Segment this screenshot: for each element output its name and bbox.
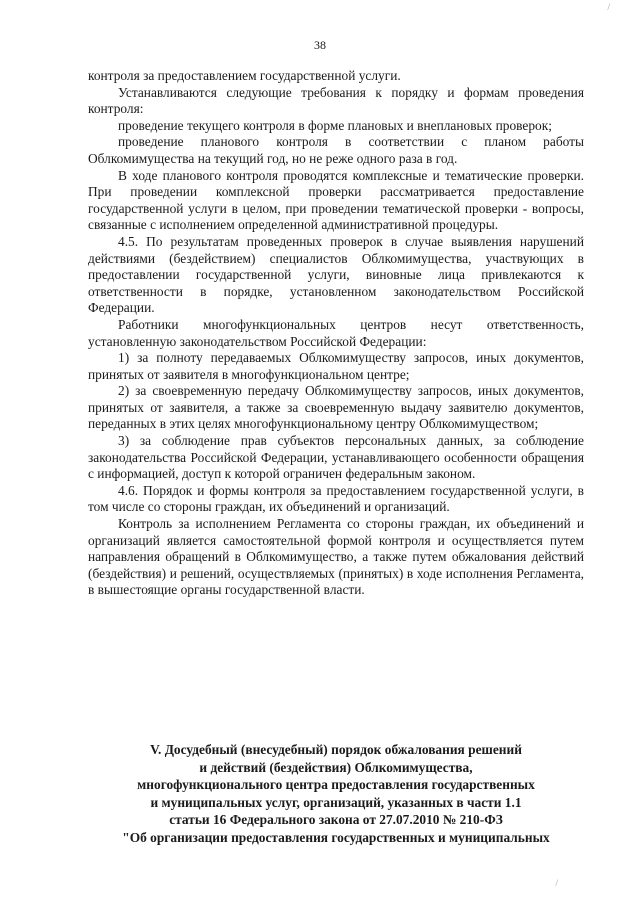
heading-line: и муниципальных услуг, организаций, указанных в части 1.1 (150, 794, 522, 810)
paragraph: В ходе планового контроля проводятся комплексные и тематические проверки. При проведении комплексной проверки рассматривается предоставление государственной услуги в целом, при проведении тематической проверки - вопросы, связанные с исполнением определенной административной процедуры. (88, 167, 584, 233)
paragraph: 4.5. По результатам проведенных проверок в случае выявления нарушений действиями (бездействием) специалистов Облкомимущества, участвующих в предоставлении государственной услуги, виновные лица привлекаются к ответственности в порядке, установленном законодательством Российской Федерации. (88, 233, 584, 316)
list-item: 3) за соблюдение прав субъектов персональных данных, за соблюдение законодательства Российской Федерации, устанавливающего особенности обращения с информацией, доступ к которой ограничен федеральным законом. (88, 433, 584, 482)
list-item: 1) за полноту передаваемых Облкомимуществу запросов, иных документов, принятых от заявителя в многофункциональном центре; (88, 350, 584, 382)
heading-line: статьи 16 Федерального закона от 27.07.2010 № 210-ФЗ (169, 812, 503, 827)
margin-mark: / (607, 2, 610, 12)
section-heading (80, 741, 592, 846)
paragraph: проведение текущего контроля в форме плановых и внеплановых проверок; (118, 117, 552, 133)
heading-line: многофункционального центра предоставления государственных (137, 777, 535, 792)
list-item: 2) за своевременную передачу Облкомимуществу запросов, иных документов, принятых от заявителя, а также за своевременную выдачу заявителю документов, переданных в этих целях многофункциональному центру Облкомимуществом; (88, 383, 584, 432)
margin-mark: / (555, 878, 558, 888)
heading-line: V. Досудебный (внесудебный) порядок обжалования решений (150, 742, 522, 757)
body-text (88, 68, 584, 599)
heading-line: и действий (бездействия) Облкомимущества, (199, 759, 473, 775)
paragraph: проведение планового контроля в соответствии с планом работы Облкомимущества на текущий год, но не реже одного раза в год. (88, 134, 584, 166)
paragraph: Устанавливаются следующие требования к порядку и формам проведения контроля: (88, 84, 584, 117)
paragraph: 4.6. Порядок и формы контроля за предоставлением государственной услуги, в том числе со стороны граждан, их объединений и организаций. (88, 482, 584, 515)
page-number: 38 (314, 38, 326, 52)
heading-line: "Об организации предоставления государственных и муниципальных (122, 829, 550, 845)
paragraph: контроля за предоставлением государственной услуги. (88, 68, 401, 83)
paragraph: Контроль за исполнением Регламента со стороны граждан, их объединений и организаций является самостоятельной формой контроля и осуществляется путем направления обращений в Облкомимущество, а также путем обжалования действий (бездействия) и решений, осуществляемых (принятых) в ходе исполнения Регламента, в вышестоящие органы государственной власти. (88, 516, 584, 598)
paragraph: Работники многофункциональных центров несут ответственность, установленную законодательством Российской Федерации: (88, 316, 584, 349)
